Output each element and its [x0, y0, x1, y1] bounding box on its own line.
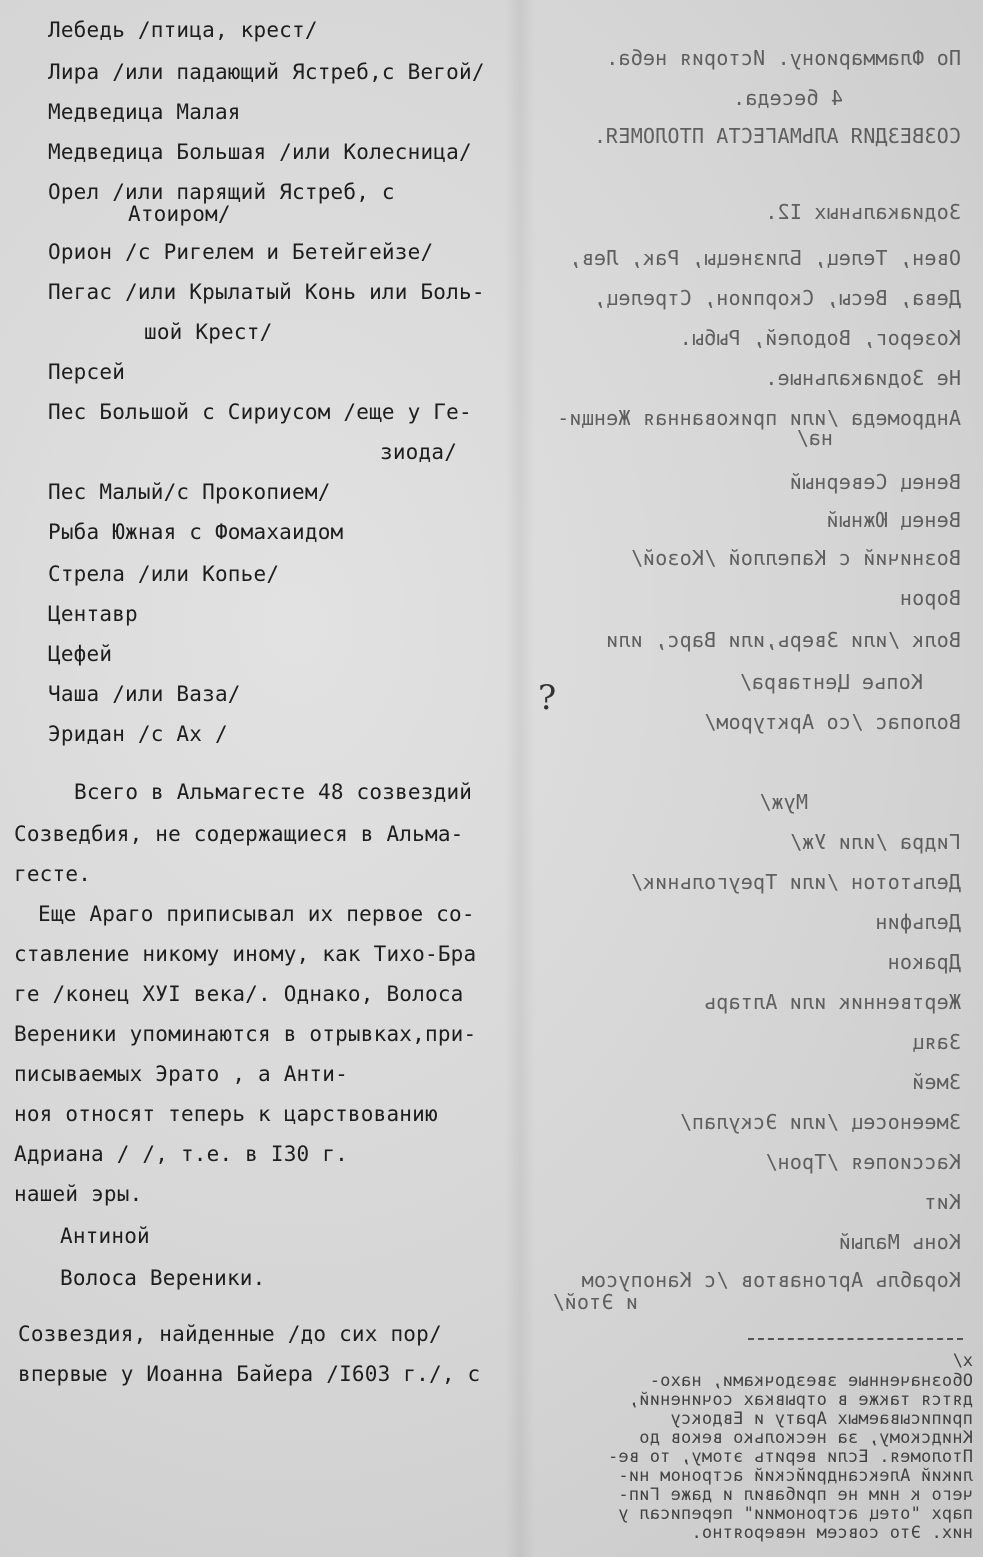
constellation-line: Центавр	[48, 602, 138, 626]
back-line: Козерог, Водолей, Рыбы.	[679, 326, 961, 350]
back-footnote-line: дятся также в отрывках сочинений,	[628, 1390, 973, 1410]
back-line: Муж/	[759, 790, 808, 814]
constellation-line: Лебедь /птица, крест/	[48, 18, 318, 42]
paragraph-line: ге /конец XУI века/. Однако, Волоса	[14, 982, 464, 1006]
back-line: Дракон	[887, 950, 961, 974]
paragraph-line: Созвездия, найденные /до сих пор/	[18, 1322, 442, 1346]
back-line: Волк /или Зверь,или Варс, или	[606, 628, 961, 652]
paragraph-line: впервые у Иоанна Байера /I603 г./, с	[18, 1362, 481, 1386]
constellation-line: Цефей	[48, 642, 113, 666]
back-line: Кит	[924, 1190, 961, 1214]
back-line: Гидра /или Уж/	[789, 830, 961, 854]
back-title: СОЗВЕЗДИЯ АЛЬМАГЕСТА ПТОЛОМЕЯ.	[593, 124, 961, 148]
constellation-line: Эридан /с Ах /	[48, 722, 228, 746]
back-line: Не Зодиакальные.	[765, 366, 961, 390]
constellation-line: зиода/	[380, 440, 458, 464]
back-line: Кассиопея /Трон/	[765, 1150, 961, 1174]
paragraph-line: Всего в Альмагесте 48 созвездий	[74, 780, 473, 804]
back-line: Овен, Телец, Близнецы, Рак, Лев,	[569, 246, 961, 270]
back-line: Андромеда /или прикованная Женщи-	[557, 406, 961, 430]
constellation-line: Пес Малый/с Прокопием/	[48, 480, 331, 504]
paragraph-line: Вереники упоминаются в отрывках,при-	[14, 1022, 477, 1046]
back-footnote-line: парх "отец астрономии" переписал у	[618, 1504, 973, 1524]
back-heading: По Фламмариону. История неба.	[606, 46, 961, 70]
back-footnote-line: Птоломея. Если верить этому, то ве-	[607, 1447, 973, 1467]
back-line: Дева, Весы, Скорпион, Стрелец,	[593, 286, 961, 310]
constellation-line: Пес Большой с Сириусом /еще у Ге-	[48, 400, 472, 424]
back-line: Змей	[912, 1070, 961, 1094]
back-line: Корабль Аргонавтов /с Канопусом	[581, 1268, 961, 1292]
paragraph-line: нашей эры.	[14, 1182, 143, 1206]
back-footnote-line: Обозначенные звездочками, нахо-	[649, 1371, 973, 1391]
constellation-line: Пегас /или Крылатый Конь или Боль-	[48, 280, 485, 304]
back-line: на/	[796, 426, 833, 450]
back-line: Возничий с Капеллой /Козой/	[630, 546, 961, 570]
paragraph-line: Еще Араго приписывал их первое со-	[38, 902, 475, 926]
paragraph-line: писываемых Эрато , а Анти-	[14, 1062, 348, 1086]
handwritten-question-mark: ?	[538, 678, 557, 718]
constellation-line: Лира /или падающий Ястреб,с Вегой/	[48, 60, 485, 84]
paragraph-line: ноя относят теперь к царствованию	[14, 1102, 438, 1126]
constellation-line: Медведица Большая /или Колесница/	[48, 140, 472, 164]
footnote-rule	[748, 1338, 963, 1340]
back-footnote-line: приписываемых Арату и Евдоксу	[670, 1409, 973, 1429]
constellation-line: Персей	[48, 360, 126, 384]
back-line: Венец Южный	[826, 508, 961, 532]
back-line: Дельфин	[875, 910, 961, 934]
paragraph-line: Волоса Вереники.	[60, 1266, 266, 1290]
constellation-line: Медведица Малая	[48, 100, 241, 124]
constellation-line: Орел /или парящий Ястреб, с	[48, 180, 395, 204]
back-line: Венец Северный	[789, 470, 961, 494]
back-footnote-line: Книдскому, за несколько веков до	[639, 1428, 973, 1448]
back-footnote-line: чего к ним не прибавил и даже Гип-	[618, 1485, 973, 1505]
back-line: Волопас /со Арктуром/	[703, 710, 961, 734]
back-footnote-line: них. Это совсем невероятно.	[691, 1523, 973, 1543]
back-footnote-line: x/	[952, 1351, 973, 1371]
paragraph-line: ставление никому иному, как Тихо-Бра	[14, 942, 477, 966]
back-line: Копье Центавра/	[739, 670, 923, 694]
back-line: Жертвенник или Алтарь	[703, 990, 961, 1014]
back-line: Заяц	[912, 1030, 961, 1054]
back-line: и Этой/	[552, 1290, 638, 1314]
back-line: Дельтотон /или Треугольник/	[630, 870, 961, 894]
constellation-line: Стрела /или Копье/	[48, 562, 280, 586]
constellation-line: Атоиром/	[128, 202, 231, 226]
back-line: Зодиакальных I2.	[765, 200, 961, 224]
back-line: Ворон	[899, 586, 961, 610]
constellation-line: шой Крест/	[144, 320, 273, 344]
back-line: 4 беседа.	[732, 86, 843, 110]
paragraph-line: гесте.	[14, 862, 92, 886]
constellation-line: Чаша /или Ваза/	[48, 682, 241, 706]
paragraph-line: Адриана / /, т.е. в I30 г.	[14, 1142, 348, 1166]
back-footnote-line: ликий Александрийский астроном ни-	[618, 1466, 973, 1486]
back-line: Конь Малый	[838, 1230, 961, 1254]
paragraph-line: Созведбия, не содержащиеся в Альма-	[14, 822, 464, 846]
back-line: Змееносец /или Эскулап/	[679, 1110, 961, 1134]
paragraph-line: Антиной	[60, 1224, 150, 1248]
constellation-line: Рыба Южная с Фомахаидом	[48, 520, 344, 544]
constellation-line: Орион /с Ригелем и Бетейгейзе/	[48, 240, 434, 264]
